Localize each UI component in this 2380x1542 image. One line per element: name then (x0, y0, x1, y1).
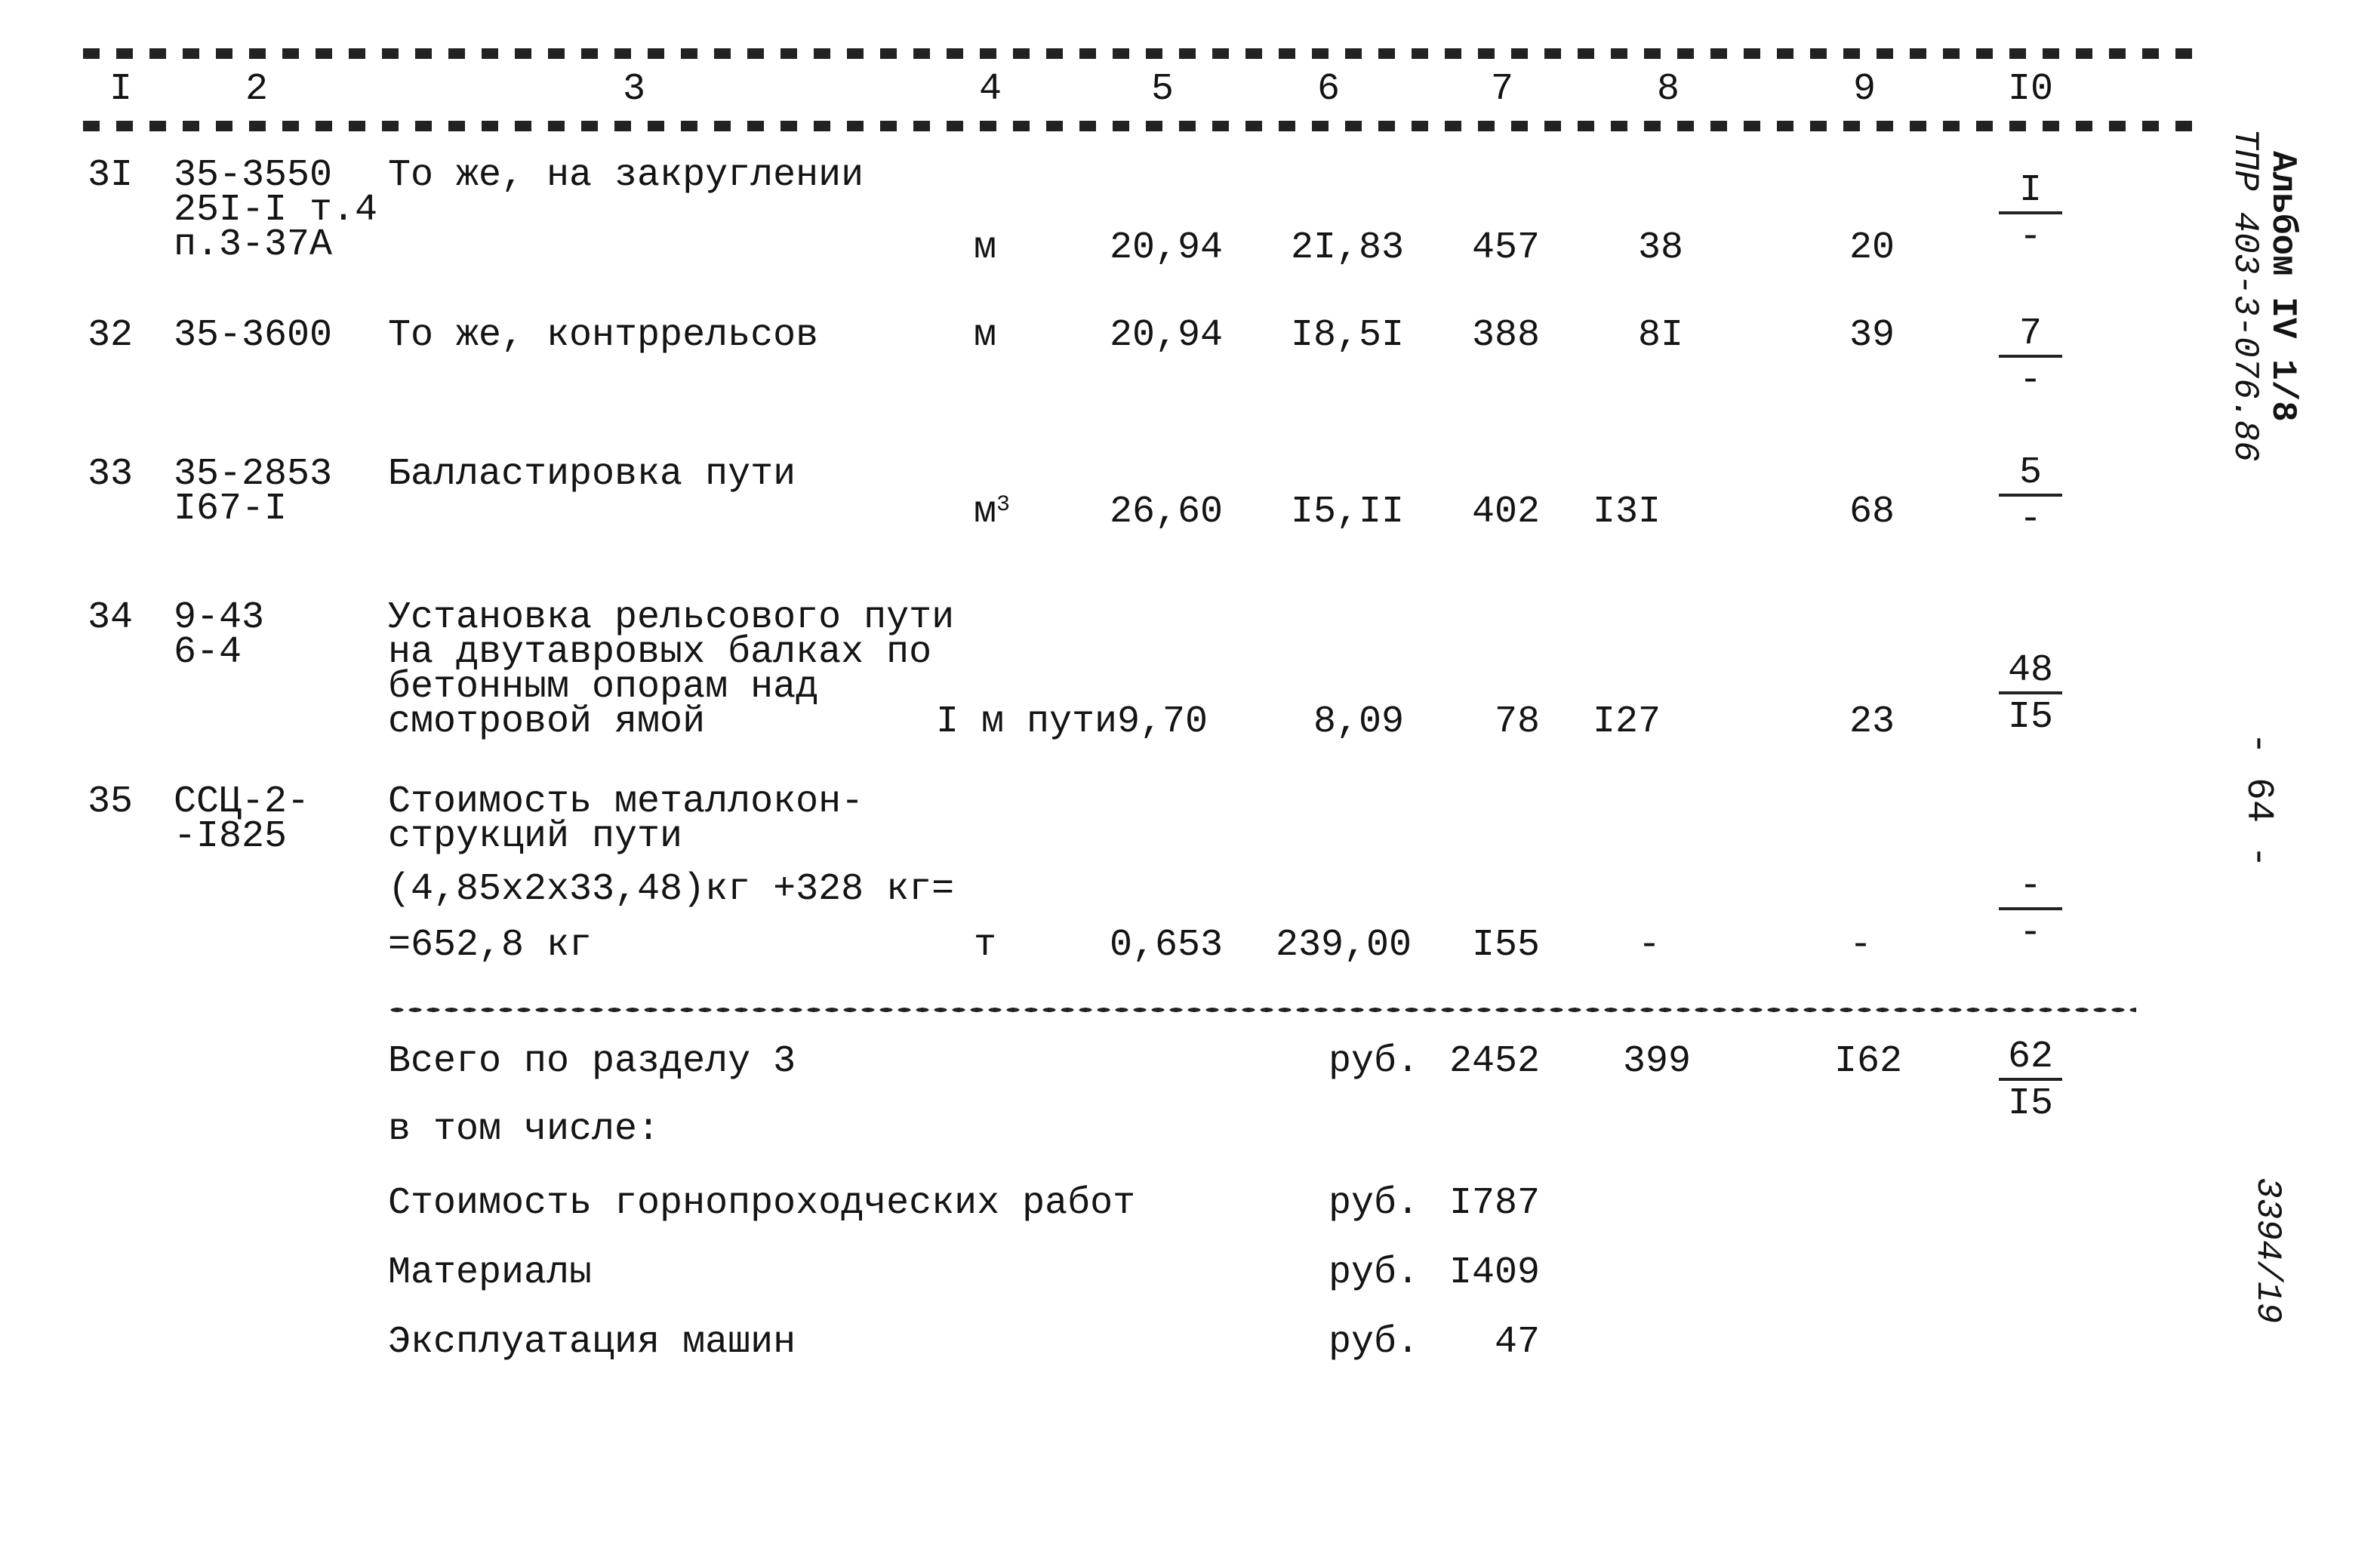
inventory-number: 3394/19 (2248, 1177, 2287, 1324)
description-line: струкций пути (388, 815, 683, 858)
fraction-numerator: 62 (1999, 1040, 2062, 1081)
row-number: 34 (88, 596, 134, 639)
norm-code-line: ССЦ-2- (174, 780, 310, 823)
norm-code-line: п.3-37А (174, 223, 333, 266)
cost-col-7: I55 (1471, 924, 1540, 967)
fraction-denominator: - (2018, 359, 2042, 402)
description-line: =652,8 кг (388, 924, 593, 967)
col-10-fraction (1985, 169, 2076, 259)
fraction-denominator: - (2018, 216, 2042, 259)
unit: т (974, 924, 997, 967)
totals-col-10-fraction (1985, 1036, 2076, 1125)
totals-unit: руб. (1329, 1040, 1420, 1083)
fraction-numerator: 48 (1999, 654, 2062, 694)
fraction-denominator: I5 (2007, 1082, 2053, 1125)
header-col-7: 7 (1490, 68, 1513, 111)
col-10-fraction (1985, 312, 2076, 402)
norm-code-line: 6-4 (174, 631, 242, 674)
cost-col-8: 8I (1637, 314, 1683, 357)
cost-col-8: 38 (1637, 226, 1683, 269)
cost-col-6: I8,5I (1290, 314, 1404, 357)
description-line: смотровой ямой (388, 700, 706, 743)
unit-price: 26,60 (1109, 491, 1223, 534)
cost-col-6: 239,00 (1275, 924, 1412, 967)
header-col-5: 5 (1150, 68, 1174, 111)
breakdown-label: Стоимость горнопроходческих работ (388, 1182, 1136, 1225)
description-line: Стоимость металлокон- (388, 780, 864, 823)
unit-price: 0,653 (1109, 924, 1223, 967)
row-number: 35 (88, 780, 134, 823)
cost-col-9: - (1849, 924, 1872, 967)
fraction-numerator: 5 (1999, 456, 2062, 497)
header-col-4: 4 (978, 68, 1002, 111)
cost-col-9: 20 (1849, 226, 1895, 269)
unit-price: 20,94 (1109, 226, 1223, 269)
unit: м (974, 226, 997, 269)
fraction-denominator: - (2018, 498, 2042, 541)
norm-code-line: 35-2853 (174, 453, 333, 496)
totals-col-7: 2452 (1449, 1040, 1540, 1083)
fraction-numerator: 7 (1999, 317, 2062, 358)
norm-code-line: 25I-I т.4 (174, 189, 378, 232)
totals-col-8: 399 (1622, 1040, 1691, 1083)
totals-separator (388, 1007, 2136, 1013)
cost-col-7: 78 (1494, 700, 1540, 743)
cost-col-9: 23 (1849, 700, 1895, 743)
breakdown-unit: руб. (1329, 1251, 1420, 1294)
unit: м (974, 314, 997, 357)
cost-col-6: I5,II (1290, 491, 1404, 534)
norm-code-line: 9-43 (174, 596, 265, 639)
breakdown-label: Материалы (388, 1251, 593, 1294)
breakdown-unit: руб. (1329, 1321, 1420, 1364)
norm-code-line: 35-3550 (174, 154, 333, 197)
description-line: Балластировка пути (388, 453, 796, 496)
header-col-6: 6 (1316, 68, 1340, 111)
breakdown-value: 47 (1494, 1321, 1540, 1364)
fraction-numerator: - (1999, 869, 2062, 910)
cost-col-8: - (1637, 924, 1661, 967)
cost-col-8: I3I (1592, 491, 1661, 534)
cost-col-9: 39 (1849, 314, 1895, 357)
header-top-rule (83, 48, 2197, 59)
row-number: 33 (88, 453, 134, 496)
header-col-1: I (109, 68, 132, 111)
fraction-denominator: - (2018, 912, 2042, 955)
cost-col-7: 388 (1471, 314, 1540, 357)
header-col-9: 9 (1852, 68, 1876, 111)
header-col-8: 8 (1656, 68, 1680, 111)
description-line: То же, на закруглении (388, 154, 864, 197)
cost-col-6: 8,09 (1313, 700, 1404, 743)
norm-code-line: 35-3600 (174, 314, 333, 357)
unit-base: м (974, 491, 997, 534)
col-10-fraction (1985, 865, 2076, 955)
cost-col-7: 402 (1471, 491, 1540, 534)
breakdown-value: I787 (1449, 1182, 1540, 1225)
fraction-numerator: I (1999, 174, 2062, 214)
norm-code-line: -I825 (174, 815, 288, 858)
breakdown-unit: руб. (1329, 1182, 1420, 1225)
breakdown-label: Эксплуатация машин (388, 1321, 796, 1364)
including-label: в том числе: (388, 1108, 660, 1151)
header-col-10: I0 (2007, 68, 2053, 111)
description-line: на двутавровых балках по (388, 631, 932, 674)
cost-col-9: 68 (1849, 491, 1895, 534)
description-line: бетонным опорам над (388, 666, 819, 709)
unit-price: 20,94 (1109, 314, 1223, 357)
row-number: 32 (88, 314, 134, 357)
unit (974, 491, 1011, 534)
page-number: - 64 - (2237, 732, 2280, 869)
unit-price: 9,70 (1116, 700, 1208, 743)
album-stamp: Альбом IV 1/8 (2263, 151, 2302, 422)
fraction-denominator: I5 (2007, 696, 2053, 739)
description-line: То же, контррельсов (388, 314, 819, 357)
col-10-fraction (1985, 451, 2076, 541)
description-line: Установка рельсового пути (388, 596, 955, 639)
cost-col-6: 2I,83 (1290, 226, 1404, 269)
norm-code-line: I67-I (174, 488, 288, 531)
header-bottom-rule (83, 121, 2197, 131)
totals-col-9: I62 (1833, 1040, 1902, 1083)
description-line: (4,85х2х33,48)кг +328 кг= (388, 868, 955, 911)
project-code-stamp: ТПР 403-3-076.86 (2225, 128, 2265, 462)
header-col-2: 2 (245, 68, 268, 111)
cost-col-8: I27 (1592, 700, 1661, 743)
col-10-fraction (1985, 649, 2076, 739)
row-number: 3I (88, 154, 134, 197)
header-col-3: 3 (622, 68, 645, 111)
cost-col-7: 457 (1471, 226, 1540, 269)
totals-label: Всего по разделу 3 (388, 1040, 796, 1083)
unit: I м пути (936, 700, 1118, 743)
unit-superscript: 3 (996, 492, 1011, 518)
breakdown-value: I409 (1449, 1251, 1540, 1294)
